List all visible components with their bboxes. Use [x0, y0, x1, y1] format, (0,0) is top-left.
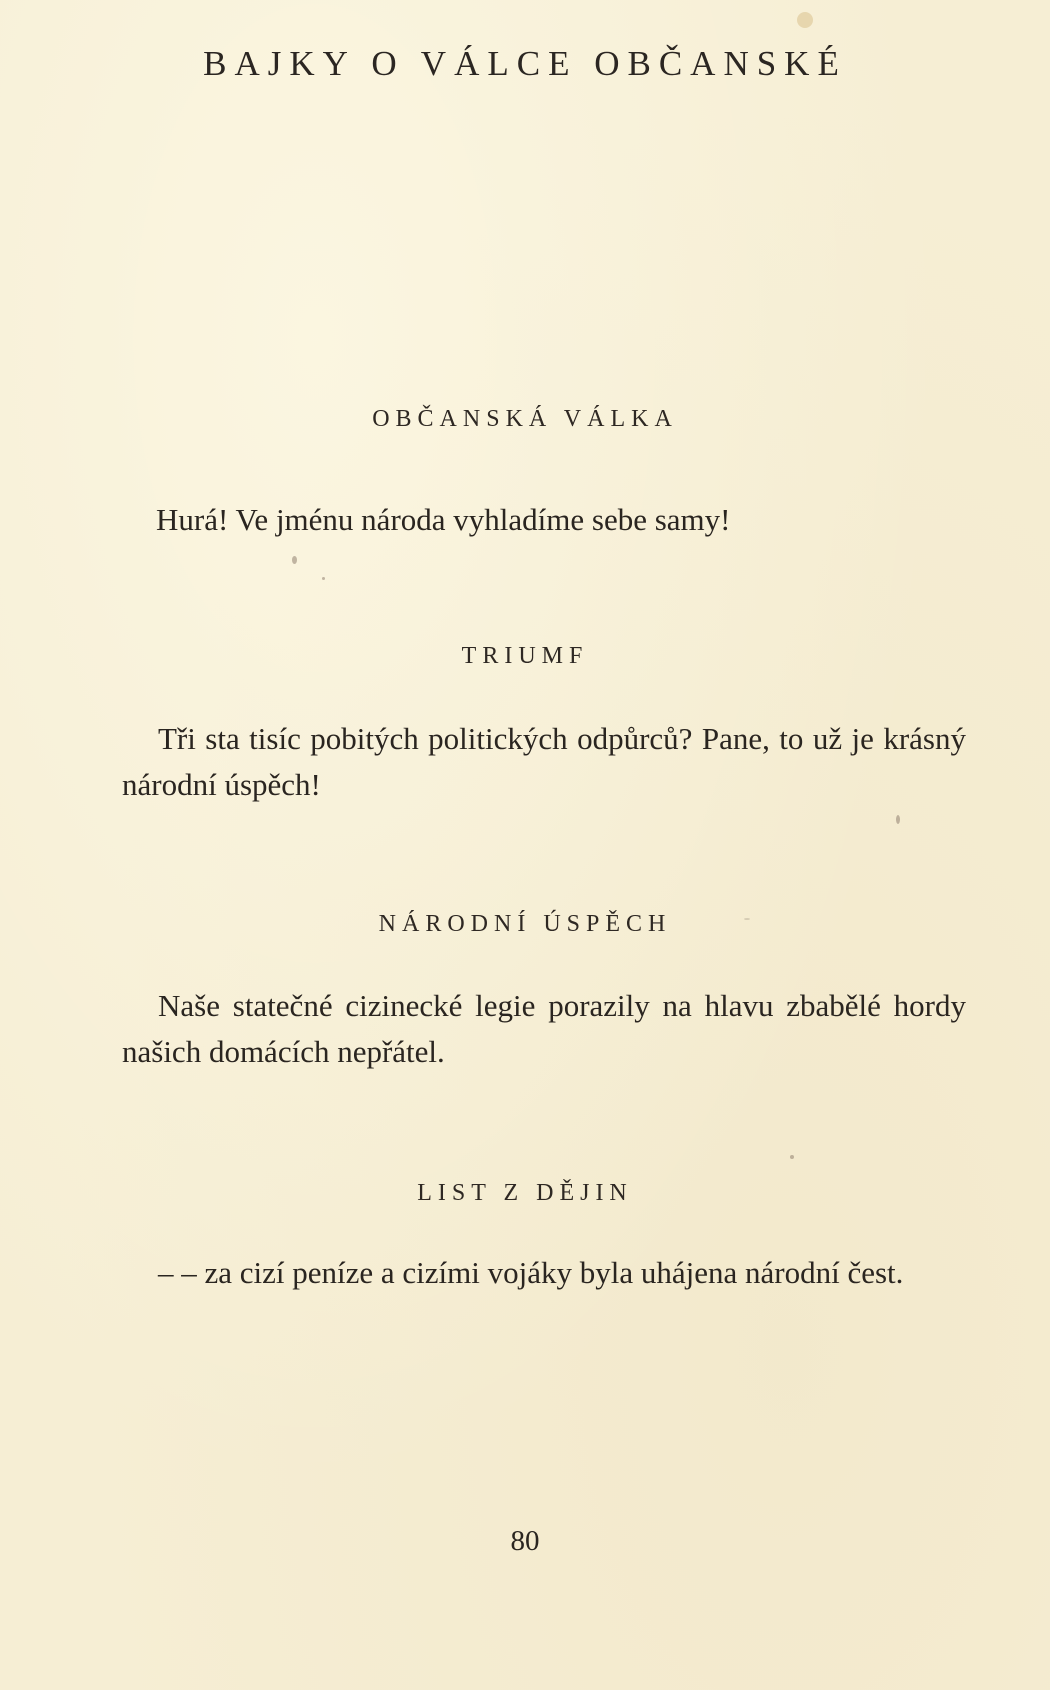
- page-number: 80: [510, 1525, 540, 1557]
- section-text: Tři sta tisíc pobitých politických odpůrců? Pane, to už je krásný národní úspěch!: [122, 721, 966, 802]
- section-title: LIST Z DĚJIN: [417, 1180, 633, 1206]
- paper-speck: [322, 577, 325, 580]
- section-title: TRIUMF: [461, 643, 589, 669]
- section-title: NÁRODNÍ ÚSPĚCH: [378, 911, 672, 937]
- section-text: Naše statečné cizinecké legie porazily na hlavu zbabělé hordy našich domácích nepřátel.: [122, 988, 966, 1069]
- paper-speck: [292, 556, 297, 564]
- paper-speck: [790, 1155, 794, 1159]
- paper-speck: [896, 815, 900, 824]
- paper-speck: [744, 918, 750, 920]
- running-head: BAJKY O VÁLCE OBČANSKÉ: [203, 44, 847, 83]
- section-title: OBČANSKÁ VÁLKA: [372, 406, 678, 432]
- paper-stain: [797, 12, 813, 28]
- section-text: Hurá! Ve jménu národa vyhladíme sebe samy!: [156, 502, 731, 537]
- section-text: – – za cizí peníze a cizími vojáky byla uhájena národní čest.: [158, 1255, 904, 1290]
